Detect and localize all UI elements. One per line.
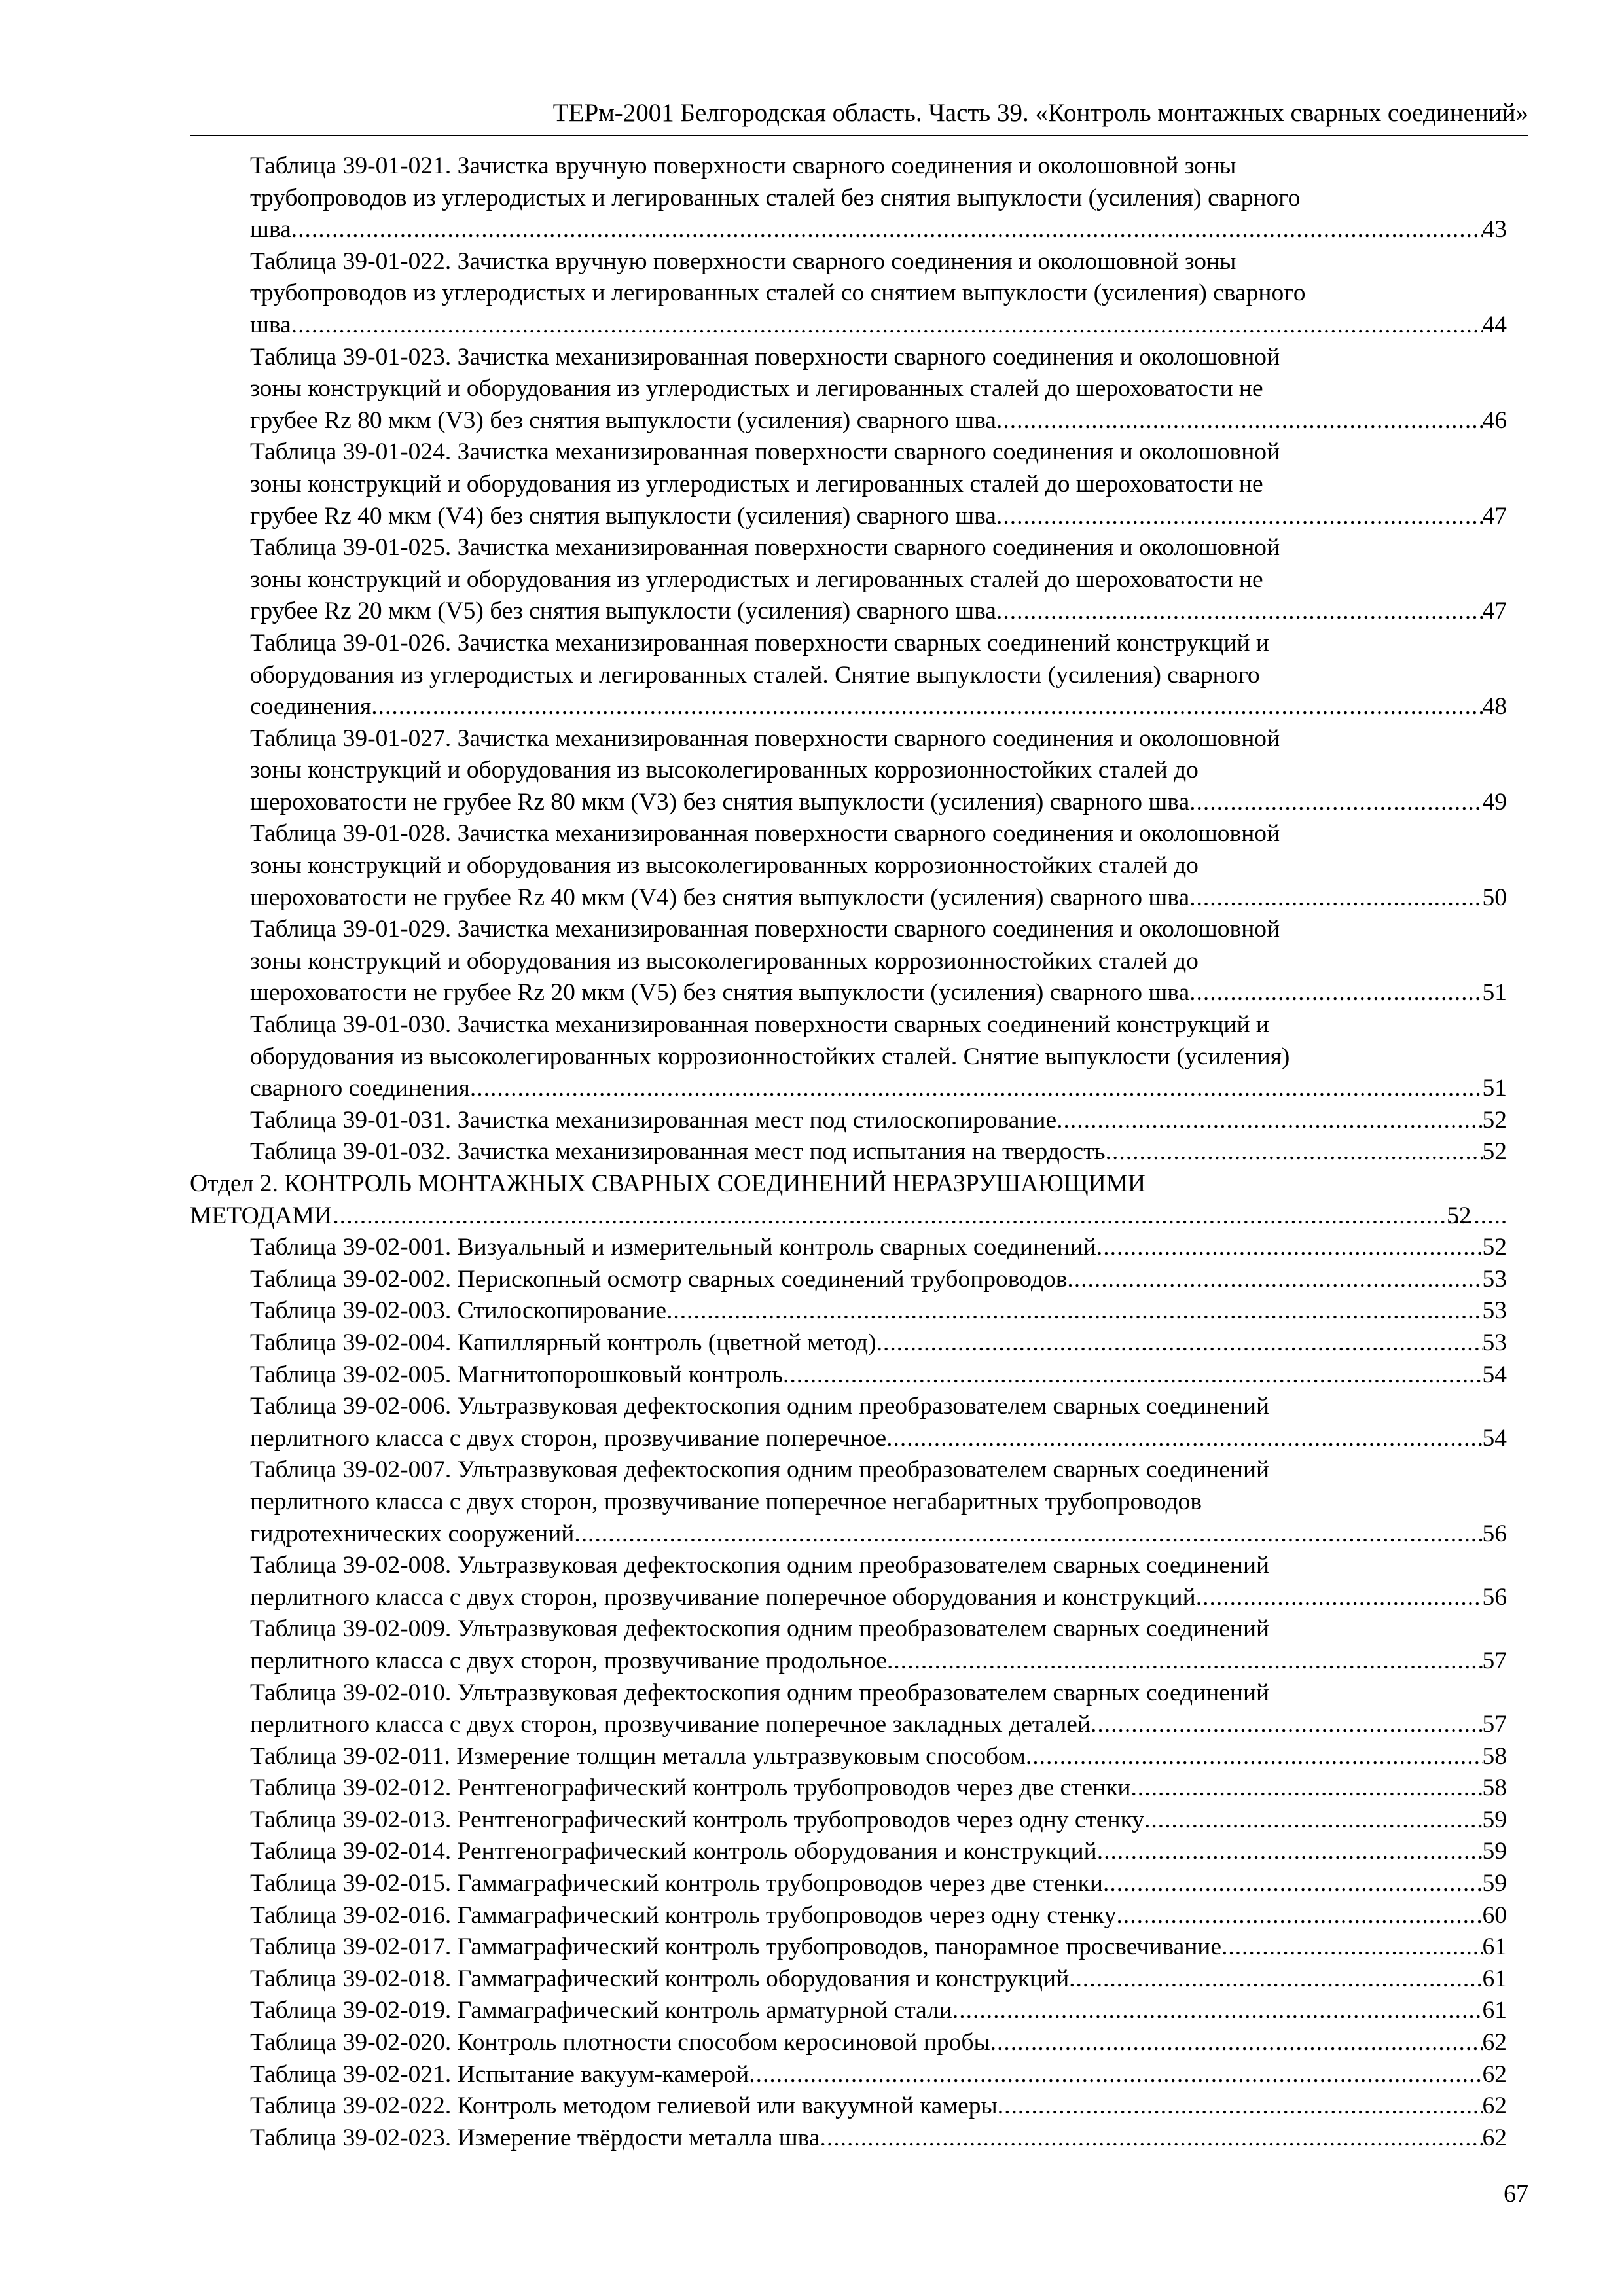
toc-entry-text: перлитного класса с двух сторон, прозвучивание поперечное	[250, 1424, 887, 1452]
toc-page-number: 58	[1482, 1742, 1507, 1770]
toc-entry-last-line	[250, 1232, 1507, 1264]
toc-entry-line: зоны конструкций и оборудования из высоколегированных коррозионностойких сталей до	[250, 947, 1199, 975]
toc-entry-last-line	[250, 1900, 1507, 1932]
toc-entry-line: Таблица 39-02-010. Ультразвуковая дефектоскопия одним преобразователем сварных соединений	[250, 1679, 1270, 1706]
dot-leader	[1106, 1136, 1483, 1168]
toc-page-number: 48	[1482, 693, 1507, 721]
dot-leader	[952, 1995, 1483, 2027]
toc-entry-line: Таблица 39-01-022. Зачистка вручную поверхности сварного соединения и околошовной зоны	[250, 247, 1236, 275]
dot-leader	[1069, 1964, 1482, 1996]
toc-entry-line: Таблица 39-02-007. Ультразвуковая дефектоскопия одним преобразователем сварных соединений	[250, 1456, 1270, 1484]
toc-page-number: 57	[1482, 1647, 1507, 1674]
toc-page-number: 46	[1482, 406, 1507, 434]
dot-leader	[332, 1200, 1507, 1232]
toc-entry-text: Таблица 39-01-031. Зачистка механизированная мест под стилоскопирование	[250, 1106, 1057, 1134]
toc-entry-text: Таблица 39-02-016. Гаммаграфический контроль трубопроводов через одну стенку	[250, 1901, 1117, 1929]
toc-entry-text: шероховатости не грубее Rz 40 мкм (V4) без снятия выпуклости (усиления) сварного шва	[250, 884, 1190, 911]
dot-leader	[291, 214, 1483, 246]
dot-leader	[1103, 1868, 1483, 1900]
toc-table-entry[interactable]	[190, 151, 1507, 246]
toc-entry-last-line	[250, 1136, 1507, 1168]
toc-page-number: 59	[1482, 1838, 1507, 1865]
toc-table-entry[interactable]	[190, 2090, 1507, 2123]
toc-entry-last-line	[250, 1518, 1507, 1551]
toc-entry-text: грубее Rz 80 мкм (V3) без снятия выпуклости (усиления) сварного шва	[250, 406, 996, 434]
toc-page-number: 53	[1482, 1329, 1507, 1356]
dot-leader	[783, 1359, 1482, 1391]
toc-entry-line: Таблица 39-01-025. Зачистка механизированная поверхности сварного соединения и околошовной	[250, 534, 1280, 562]
toc-entry-text: Таблица 39-02-015. Гаммаграфический контроль трубопроводов через две стенки	[250, 1870, 1103, 1897]
toc-page-number: 62	[1482, 2029, 1507, 2056]
toc-entry-line: трубопроводов из углеродистых и легированных сталей без снятия выпуклости (усиления) сварного	[250, 184, 1301, 211]
toc-table-entry[interactable]	[190, 1009, 1507, 1105]
toc-entry-text: шероховатости не грубее Rz 20 мкм (V5) без снятия выпуклости (усиления) сварного шва	[250, 979, 1190, 1007]
toc-entry-last-line	[250, 214, 1507, 246]
toc-entry-text: МЕТОДАМИ	[190, 1202, 332, 1229]
toc-entry-line: Таблица 39-01-030. Зачистка механизированная поверхности сварных соединений конструкций и	[250, 1011, 1269, 1039]
dot-leader	[1131, 1772, 1483, 1804]
toc-entry-text: Таблица 39-02-020. Контроль плотности способом керосиновой пробы	[250, 2029, 990, 2056]
toc-entry-last-line	[250, 1073, 1507, 1105]
dot-leader	[1221, 1931, 1483, 1964]
toc-entry-last-line	[250, 1868, 1507, 1900]
toc-entry-last-line	[250, 1836, 1507, 1868]
toc-table-entry[interactable]	[190, 1327, 1507, 1359]
toc-table-entry[interactable]	[190, 1550, 1507, 1613]
dot-leader	[470, 1073, 1483, 1105]
toc-entry-last-line	[250, 1105, 1507, 1137]
toc-entry-last-line	[250, 2027, 1507, 2059]
toc-entry-text: шероховатости не грубее Rz 80 мкм (V3) без снятия выпуклости (усиления) сварного шва	[250, 788, 1190, 816]
toc-entry-line: Таблица 39-02-006. Ультразвуковая дефектоскопия одним преобразователем сварных соединений	[250, 1393, 1270, 1420]
toc-table-entry[interactable]	[190, 246, 1507, 342]
toc-page-number: 51	[1482, 1075, 1507, 1102]
toc-entry-text: Таблица 39-02-001. Визуальный и измерительный контроль сварных соединений	[250, 1234, 1096, 1261]
toc-entry-text: перлитного класса с двух сторон, прозвучивание поперечное оборудования и конструкций	[250, 1583, 1196, 1611]
toc-entry-text: Таблица 39-02-013. Рентгенографический контроль трубопроводов через одну стенку	[250, 1806, 1145, 1833]
toc-entry-line: перлитного класса с двух сторон, прозвучивание поперечное негабаритных трубопроводов	[250, 1488, 1202, 1515]
toc-entry-line: Таблица 39-01-028. Зачистка механизированная поверхности сварного соединения и околошовной	[250, 820, 1280, 848]
toc-table-entry[interactable]	[190, 1295, 1507, 1327]
toc-page-number: 47	[1482, 502, 1507, 529]
toc-entry-last-line	[250, 1423, 1507, 1455]
toc-page-number: 59	[1482, 1870, 1507, 1897]
toc-entry-line: Таблица 39-01-026. Зачистка механизированная поверхности сварных соединений конструкций и	[250, 629, 1269, 656]
dot-leader	[1026, 1741, 1483, 1773]
toc-page-number: 57	[1482, 1711, 1507, 1738]
toc-page-number: 43	[1482, 216, 1507, 243]
toc-table-entry[interactable]	[190, 1868, 1507, 1900]
toc-entry-text: Таблица 39-02-018. Гаммаграфический контроль оборудования и конструкций	[250, 1965, 1070, 1992]
toc-table-entry[interactable]	[190, 1359, 1507, 1391]
toc-entry-text: Таблица 39-02-023. Измерение твёрдости металла шва	[250, 2124, 820, 2151]
toc-entry-last-line	[250, 1359, 1507, 1391]
toc-entry-last-line	[250, 2123, 1507, 2155]
toc-entry-last-line	[250, 596, 1507, 628]
toc-entry-line: зоны конструкций и оборудования из высоколегированных коррозионностойких сталей до	[250, 852, 1199, 880]
toc-entry-line: Таблица 39-02-008. Ультразвуковая дефектоскопия одним преобразователем сварных соединений	[250, 1552, 1270, 1579]
toc-entry-text: грубее Rz 20 мкм (V5) без снятия выпуклости (усиления) сварного шва	[250, 598, 996, 625]
toc-page-number: 53	[1482, 1297, 1507, 1325]
toc-entry-text: грубее Rz 40 мкм (V4) без снятия выпуклости (усиления) сварного шва	[250, 502, 996, 529]
toc-page-number: 49	[1482, 788, 1507, 816]
toc-page-number: 53	[1482, 1265, 1507, 1293]
toc-section-entry[interactable]	[190, 1168, 1507, 1232]
toc-table-entry[interactable]	[190, 1454, 1507, 1550]
toc-page-number: 54	[1482, 1424, 1507, 1452]
toc-entry-last-line	[250, 1264, 1507, 1296]
dot-leader	[1116, 1900, 1482, 1932]
toc-entry-last-line	[250, 977, 1507, 1009]
dot-leader	[996, 596, 1483, 628]
toc-entry-line: оборудования из углеродистых и легированных сталей. Снятие выпуклости (усиления) сварного	[250, 661, 1260, 689]
toc-entry-last-line	[250, 2059, 1507, 2091]
toc-entry-last-line	[250, 1709, 1507, 1741]
toc-entry-last-line	[250, 2090, 1507, 2123]
toc-table-entry[interactable]	[190, 1105, 1507, 1137]
dot-leader	[876, 1327, 1483, 1359]
toc-entry-last-line	[250, 1645, 1507, 1677]
toc-entry-line: Таблица 39-01-023. Зачистка механизированная поверхности сварного соединения и околошовной	[250, 343, 1280, 370]
toc-entry-line: Таблица 39-01-024. Зачистка механизированная поверхности сварного соединения и околошовной	[250, 439, 1280, 466]
dot-leader	[574, 1518, 1482, 1551]
dot-leader	[1067, 1264, 1482, 1296]
toc-table-entry[interactable]	[190, 2059, 1507, 2091]
toc-entry-text: Таблица 39-02-005. Магнитопорошковый контроль	[250, 1361, 784, 1388]
toc-entry-text: Таблица 39-02-004. Капиллярный контроль (цветной метод)	[250, 1329, 876, 1356]
toc-page-number: 60	[1482, 1901, 1507, 1929]
dot-leader	[371, 691, 1482, 723]
toc-page-number: 61	[1482, 1933, 1507, 1961]
dot-leader	[887, 1645, 1483, 1677]
toc-entry-line: Таблица 39-01-021. Зачистка вручную поверхности сварного соединения и околошовной зоны	[250, 152, 1236, 179]
toc-entry-line: зоны конструкций и оборудования из углеродистых и легированных сталей до шероховатости не	[250, 470, 1263, 497]
toc-entry-text: Таблица 39-02-011. Измерение толщин металла ультразвуковым способом	[250, 1742, 1026, 1770]
toc-entry-last-line	[250, 691, 1507, 723]
dot-leader	[1144, 1804, 1482, 1837]
toc-entry-text: Таблица 39-02-012. Рентгенографический контроль трубопроводов через две стенки	[250, 1774, 1131, 1802]
dot-leader	[1196, 1582, 1483, 1614]
toc-table-entry[interactable]	[190, 628, 1507, 723]
toc-page-number: 52	[1482, 1138, 1507, 1166]
dot-leader	[820, 2123, 1483, 2155]
toc-table-entry[interactable]	[190, 1741, 1507, 1773]
toc-entry-line: зоны конструкций и оборудования из углеродистых и легированных сталей до шероховатости не	[250, 375, 1263, 403]
toc-page-number: 61	[1482, 1965, 1507, 1992]
dot-leader	[998, 2090, 1483, 2123]
toc-table-entry[interactable]	[190, 1772, 1507, 1804]
toc-entry-text: Таблица 39-02-003. Стилоскопирование	[250, 1297, 666, 1325]
toc-table-entry[interactable]	[190, 2027, 1507, 2059]
toc-page-number: 56	[1482, 1583, 1507, 1611]
toc-table-entry[interactable]	[190, 532, 1507, 628]
dot-leader	[1056, 1105, 1482, 1137]
toc-table-entry[interactable]	[190, 1804, 1507, 1837]
toc-entry-line: зоны конструкций и оборудования из высоколегированных коррозионностойких сталей до	[250, 757, 1199, 784]
toc-entry-last-line	[250, 882, 1507, 914]
toc-entry-last-line	[250, 1327, 1507, 1359]
toc-table-entry[interactable]	[190, 1613, 1507, 1677]
toc-entry-last-line	[250, 1582, 1507, 1614]
toc-entry-text: шва	[250, 311, 291, 338]
toc-entry-text: соединения	[250, 693, 372, 721]
toc-entry-last-line	[250, 1964, 1507, 1996]
toc-entry-text: Таблица 39-02-021. Испытание вакуум-камерой	[250, 2060, 749, 2088]
toc-table-entry[interactable]	[190, 1931, 1507, 1964]
toc-page-number: 62	[1482, 2124, 1507, 2151]
dot-leader	[996, 405, 1483, 437]
toc-table-entry[interactable]	[190, 1964, 1507, 1996]
dot-leader	[1091, 1709, 1483, 1741]
toc-entry-text: сварного соединения	[250, 1075, 470, 1102]
toc-entry-last-line	[250, 1295, 1507, 1327]
toc-entry-last-line	[250, 787, 1507, 819]
dot-leader	[886, 1423, 1482, 1455]
toc-entry-text: Таблица 39-02-022. Контроль методом гелиевой или вакуумной камеры	[250, 2092, 998, 2120]
toc-table-entry[interactable]	[190, 723, 1507, 819]
toc-page-number: 59	[1482, 1806, 1507, 1833]
dot-leader	[1097, 1836, 1483, 1868]
toc-page-number: 44	[1482, 311, 1507, 338]
toc-page-number: 50	[1482, 884, 1507, 911]
toc-entry-last-line	[250, 310, 1507, 342]
toc-table-entry[interactable]	[190, 1836, 1507, 1868]
toc-page-number: 52	[1482, 1234, 1507, 1261]
header-divider	[190, 135, 1528, 136]
toc-page-number: 54	[1482, 1361, 1507, 1388]
toc-table-entry[interactable]	[190, 342, 1507, 437]
toc-page-number: 52	[1482, 1106, 1507, 1134]
toc-table-entry[interactable]	[190, 1136, 1507, 1168]
dot-leader	[1189, 882, 1482, 914]
page-number: 67	[1504, 2180, 1528, 2208]
toc-table-entry[interactable]	[190, 1995, 1507, 2027]
toc-table-entry[interactable]	[190, 1391, 1507, 1454]
running-header: ТЕРм-2001 Белгородская область. Часть 39. «Контроль монтажных сварных соединений»	[552, 99, 1528, 127]
dot-leader	[1189, 787, 1482, 819]
toc-entry-line: оборудования из высоколегированных коррозионностойких сталей. Снятие выпуклости (усиления)	[250, 1043, 1290, 1070]
dot-leader	[1189, 977, 1482, 1009]
toc-entry-text: Таблица 39-02-002. Перископный осмотр сварных соединений трубопроводов	[250, 1265, 1068, 1293]
dot-leader	[996, 501, 1483, 533]
toc-entry-text: перлитного класса с двух сторон, прозвучивание продольное	[250, 1647, 887, 1674]
toc-table-entry[interactable]	[190, 1264, 1507, 1296]
toc-entry-last-line	[250, 1931, 1507, 1964]
dot-leader	[990, 2027, 1483, 2059]
toc-page-number: 51	[1482, 979, 1507, 1007]
toc-page-number: 58	[1482, 1774, 1507, 1802]
table-of-contents	[190, 151, 1507, 2154]
toc-entry-last-line	[250, 1741, 1507, 1773]
toc-entry-line: Отдел 2. КОНТРОЛЬ МОНТАЖНЫХ СВАРНЫХ СОЕДИНЕНИЙ НЕРАЗРУШАЮЩИМИ	[190, 1170, 1146, 1197]
toc-entry-text: Таблица 39-02-017. Гаммаграфический контроль трубопроводов, панорамное просвечивание	[250, 1933, 1221, 1961]
dot-leader	[749, 2059, 1482, 2091]
toc-table-entry[interactable]	[190, 1232, 1507, 1264]
toc-entry-line: зоны конструкций и оборудования из углеродистых и легированных сталей до шероховатости не	[250, 565, 1263, 593]
toc-page-number: 56	[1482, 1520, 1507, 1547]
dot-leader	[1096, 1232, 1483, 1264]
dot-leader	[291, 310, 1483, 342]
toc-entry-last-line	[250, 501, 1507, 533]
toc-entry-last-line	[250, 405, 1507, 437]
toc-entry-text: гидротехнических сооружений	[250, 1520, 575, 1547]
toc-entry-text: Таблица 39-02-014. Рентгенографический контроль оборудования и конструкций	[250, 1838, 1097, 1865]
toc-table-entry[interactable]	[190, 1677, 1507, 1741]
toc-table-entry[interactable]	[190, 914, 1507, 1009]
toc-entry-text: перлитного класса с двух сторон, прозвучивание поперечное закладных деталей	[250, 1711, 1091, 1738]
toc-entry-last-line	[250, 1804, 1507, 1837]
toc-entry-line: Таблица 39-01-027. Зачистка механизированная поверхности сварного соединения и околошовной	[250, 725, 1280, 752]
toc-table-entry[interactable]	[190, 2123, 1507, 2155]
toc-entry-last-line	[250, 1772, 1507, 1804]
toc-entry-last-line: МЕТОДАМИ ..... 52	[250, 1200, 1507, 1232]
toc-table-entry[interactable]	[190, 1900, 1507, 1932]
toc-entry-text: Таблица 39-01-032. Зачистка механизированная мест под испытания на твердость	[250, 1138, 1106, 1166]
toc-table-entry[interactable]	[190, 818, 1507, 914]
toc-page-number: 47	[1482, 598, 1507, 625]
toc-page-number: 62	[1482, 2092, 1507, 2120]
toc-page-number: 62	[1482, 2060, 1507, 2088]
toc-page-number: 61	[1482, 1997, 1507, 2024]
dot-leader	[666, 1295, 1483, 1327]
toc-entry-last-line	[250, 1995, 1507, 2027]
toc-entry-line: Таблица 39-02-009. Ультразвуковая дефектоскопия одним преобразователем сварных соединений	[250, 1615, 1270, 1643]
toc-entry-line: трубопроводов из углеродистых и легированных сталей со снятием выпуклости (усиления) сварного	[250, 279, 1306, 307]
toc-table-entry[interactable]	[190, 437, 1507, 532]
toc-entry-line: Таблица 39-01-029. Зачистка механизированная поверхности сварного соединения и околошовной	[250, 916, 1280, 943]
toc-entry-text: шва	[250, 216, 291, 243]
toc-entry-text: Таблица 39-02-019. Гаммаграфический контроль арматурной стали	[250, 1997, 952, 2024]
